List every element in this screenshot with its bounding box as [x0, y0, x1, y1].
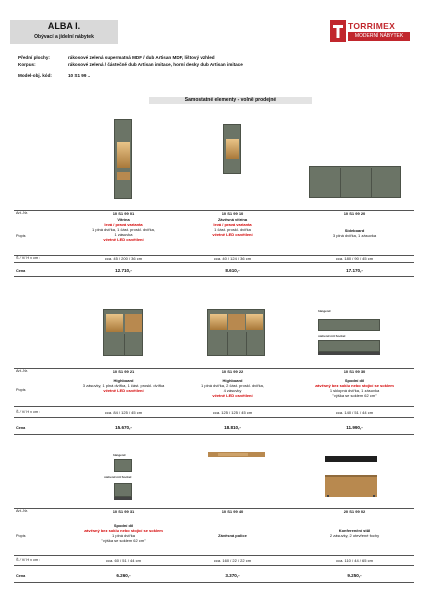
- product-dims: cca. 45 / 200 / 36 cm: [104, 256, 143, 261]
- product-code: 10 S1 99 31: [112, 509, 135, 514]
- highboard-22-image: [207, 309, 265, 356]
- divider: [14, 276, 414, 277]
- product-dims: cca. 60 / 51 / 44 cm: [106, 558, 141, 563]
- page-title: ALBA I.: [47, 21, 81, 31]
- body-value: rákosové zelená / částečně dub Artisan imitace, horní desky dub Artisan imitace: [68, 62, 243, 67]
- product-price: 8.610,-: [225, 268, 240, 273]
- product-dims: cca. 110 / 44 / 65 cm: [336, 558, 373, 563]
- product-code: 20 S1 99 02: [343, 509, 366, 514]
- sideboard-image: [309, 166, 401, 198]
- desc-label: Popis: [16, 234, 26, 238]
- spodni-dil-31-hanging-image: [114, 459, 132, 472]
- price-label: Cena: [16, 269, 26, 273]
- product-price: 11.990,-: [346, 425, 363, 430]
- product-code: 10 S1 99 01: [112, 211, 135, 216]
- front-label: Přední plochy:: [18, 55, 50, 60]
- standing-label: stehend mit Sockel: [318, 334, 346, 338]
- product-description: Highboard 3 zásuvky, 1 plná dvířka, 1 část. proskl. dvířka včetně LED osvětlení: [82, 378, 165, 393]
- product-price: 3.370,-: [225, 573, 240, 578]
- dims-label: Š / V/ H v cm :: [16, 256, 41, 260]
- konferencni-stul-top-image: [325, 456, 377, 462]
- spodni-dil-hanging-image: [318, 319, 380, 331]
- product-dims: cca. 84 / 125 / 45 cm: [104, 410, 143, 415]
- product-dims: cca. 180 / 90 / 45 cm: [335, 256, 374, 261]
- art-label: Art.-Nr.: [16, 509, 29, 513]
- product-code: 10 S1 99 21: [112, 369, 135, 374]
- product-description: Závěsná vitrína levá / pravá varianta 1 část. proskl. dvířka včetně LED osvětlení: [212, 217, 253, 237]
- konferencni-stul-image: [325, 475, 377, 497]
- product-price: 6.260,-: [116, 573, 131, 578]
- divider: [14, 406, 414, 407]
- divider: [14, 582, 414, 583]
- product-price: 18.810,-: [224, 425, 241, 430]
- model-label: Model-obj. kód:: [18, 73, 52, 78]
- section-title: Samostatné elementy - volně prodejné: [149, 97, 312, 104]
- spodni-dil-standing-image: [318, 340, 380, 352]
- product-description: Sideboard 3 plná dvířka, 1 zásuvka: [332, 228, 377, 238]
- price-label: Cena: [16, 574, 26, 578]
- product-code: 10 S1 99 10: [221, 211, 244, 216]
- hanging-label: hängend: [318, 309, 331, 313]
- brand-subtitle: MODERNÍ NÁBYTEK: [348, 32, 410, 41]
- divider: [14, 262, 414, 263]
- desc-label: Popis: [16, 534, 26, 538]
- art-label: Art.-Nr.: [16, 369, 29, 373]
- product-code: 10 S1 99 22: [221, 369, 244, 374]
- product-dims: cca. 125 / 125 / 45 cm: [212, 410, 253, 415]
- page-subtitle: Obývací a jídelní nábytek: [34, 34, 94, 40]
- desc-label: Popis: [16, 388, 26, 392]
- plinth: [318, 352, 380, 355]
- product-price: 17.170,-: [346, 268, 363, 273]
- product-price: 15.670,-: [115, 425, 132, 430]
- product-dims: cca. 140 / 51 / 44 cm: [335, 410, 374, 415]
- product-code: 10 S1 99 30: [343, 369, 366, 374]
- product-description: Spodní díl závěsný bez soklu nebo stojící se soklem 1 plná dvířka "výška se soklem 62 cm": [84, 523, 163, 543]
- product-description: Highboard 1 plná dvířka, 2 část. proskl. dvířka, 4 zásuvky včetně LED osvětlení: [201, 378, 264, 398]
- price-label: Cena: [16, 426, 26, 430]
- product-price: 12.710,-: [115, 268, 132, 273]
- brand-logo: [330, 20, 410, 42]
- product-code: 10 S1 99 40: [221, 509, 244, 514]
- product-code: 10 S1 99 20: [343, 211, 366, 216]
- divider: [14, 555, 414, 556]
- divider: [14, 417, 414, 418]
- model-value: 10 S1 99 ..: [68, 73, 91, 78]
- dims-label: Š / V/ H v cm :: [16, 410, 41, 414]
- divider: [14, 565, 414, 566]
- hanging-label: hängend: [113, 453, 126, 457]
- product-description: Konferenční stůl 2 zásuvky, 2 otevřené fochy: [329, 528, 380, 538]
- highboard-21-image: [103, 309, 143, 356]
- product-price: 9.250,-: [347, 573, 362, 578]
- zavesna-vitrina-image: [223, 124, 241, 174]
- divider: [14, 434, 414, 435]
- vitrina-image: [114, 119, 132, 199]
- dims-label: Š / V/ H v cm :: [16, 558, 41, 562]
- product-dims: cca. 40 / 124 / 36 cm: [213, 256, 252, 261]
- zavesna-police-image: [208, 452, 265, 457]
- spodni-dil-31-standing-image: [114, 483, 132, 497]
- brand-name: TORRIMEX: [348, 21, 396, 31]
- plinth: [114, 497, 132, 500]
- front-value: rákosové zelená supermatná MDF / dub Artisan MDF, lištový vzhled: [68, 55, 215, 60]
- art-label: Art.-Nr.: [16, 211, 29, 215]
- standing-label: stehend mit Sockel: [104, 475, 132, 479]
- product-dims: cca. 160 / 22 / 22 cm: [213, 558, 252, 563]
- logo-mark-icon: [330, 20, 346, 42]
- product-description: Vitrína levá / pravá varianta 1 plná dvířka, 1 část. proskl. dvířka, 1 zásuvka včetně LED osvětlení: [92, 217, 155, 242]
- product-description: Závěsná police: [218, 533, 247, 538]
- product-description: Spodní díl závěsný bez soklu nebo stojící se soklem 1 sklopná dvířka, 1 zásuvka "výška se soklem 62 cm": [315, 378, 394, 398]
- body-label: Korpus:: [18, 62, 36, 67]
